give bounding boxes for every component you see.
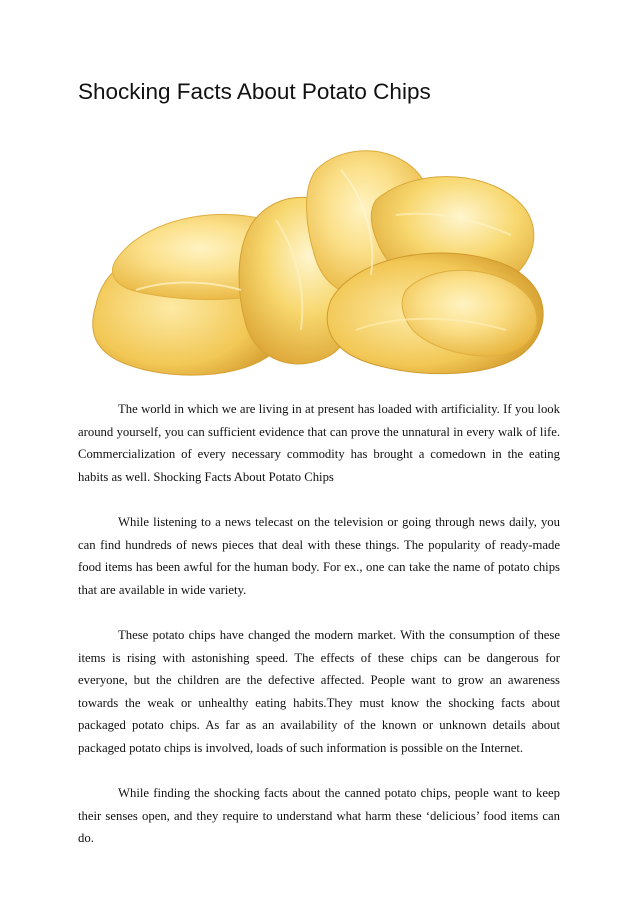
paragraph-2: While listening to a news telecast on the television or going through news daily, you can find hundreds of news pieces that deal with these things. The popularity of ready-made food items has been awful for the human body. For ex., one can take the name of potato chips that are available in wide variety. — [78, 514, 560, 597]
article-body — [78, 398, 560, 872]
document-title: Shocking Facts About Potato Chips — [78, 79, 431, 104]
potato-chips-photo — [76, 130, 560, 382]
paragraph-3: These potato chips have changed the modern market. With the consumption of these items is rising with astonishing speed. The effects of these chips can be dangerous for everyone, but the children are the defective affected. People want to grow an awareness towards the weak or unhealthy eating habits.They must know the shocking facts about packaged potato chips. As far as an availability of the known or unknown details about packaged potato chips is involved, loads of such information is possible on the Internet. — [78, 627, 560, 755]
paragraph-1: The world in which we are living in at present has loaded with artificiality. If you look around yourself, you can sufficient evidence that can prove the unnatural in every walk of life. Commercialization of every necessary commodity has brought a comedown in the eating habits as well. Shocking Facts About Potato Chips — [78, 402, 560, 484]
potato-chips-illustration — [76, 130, 560, 382]
paragraph-4: While finding the shocking facts about the canned potato chips, people want to keep their senses open, and they require to understand what harm these ‘delicious’ food items can do. — [78, 786, 560, 846]
